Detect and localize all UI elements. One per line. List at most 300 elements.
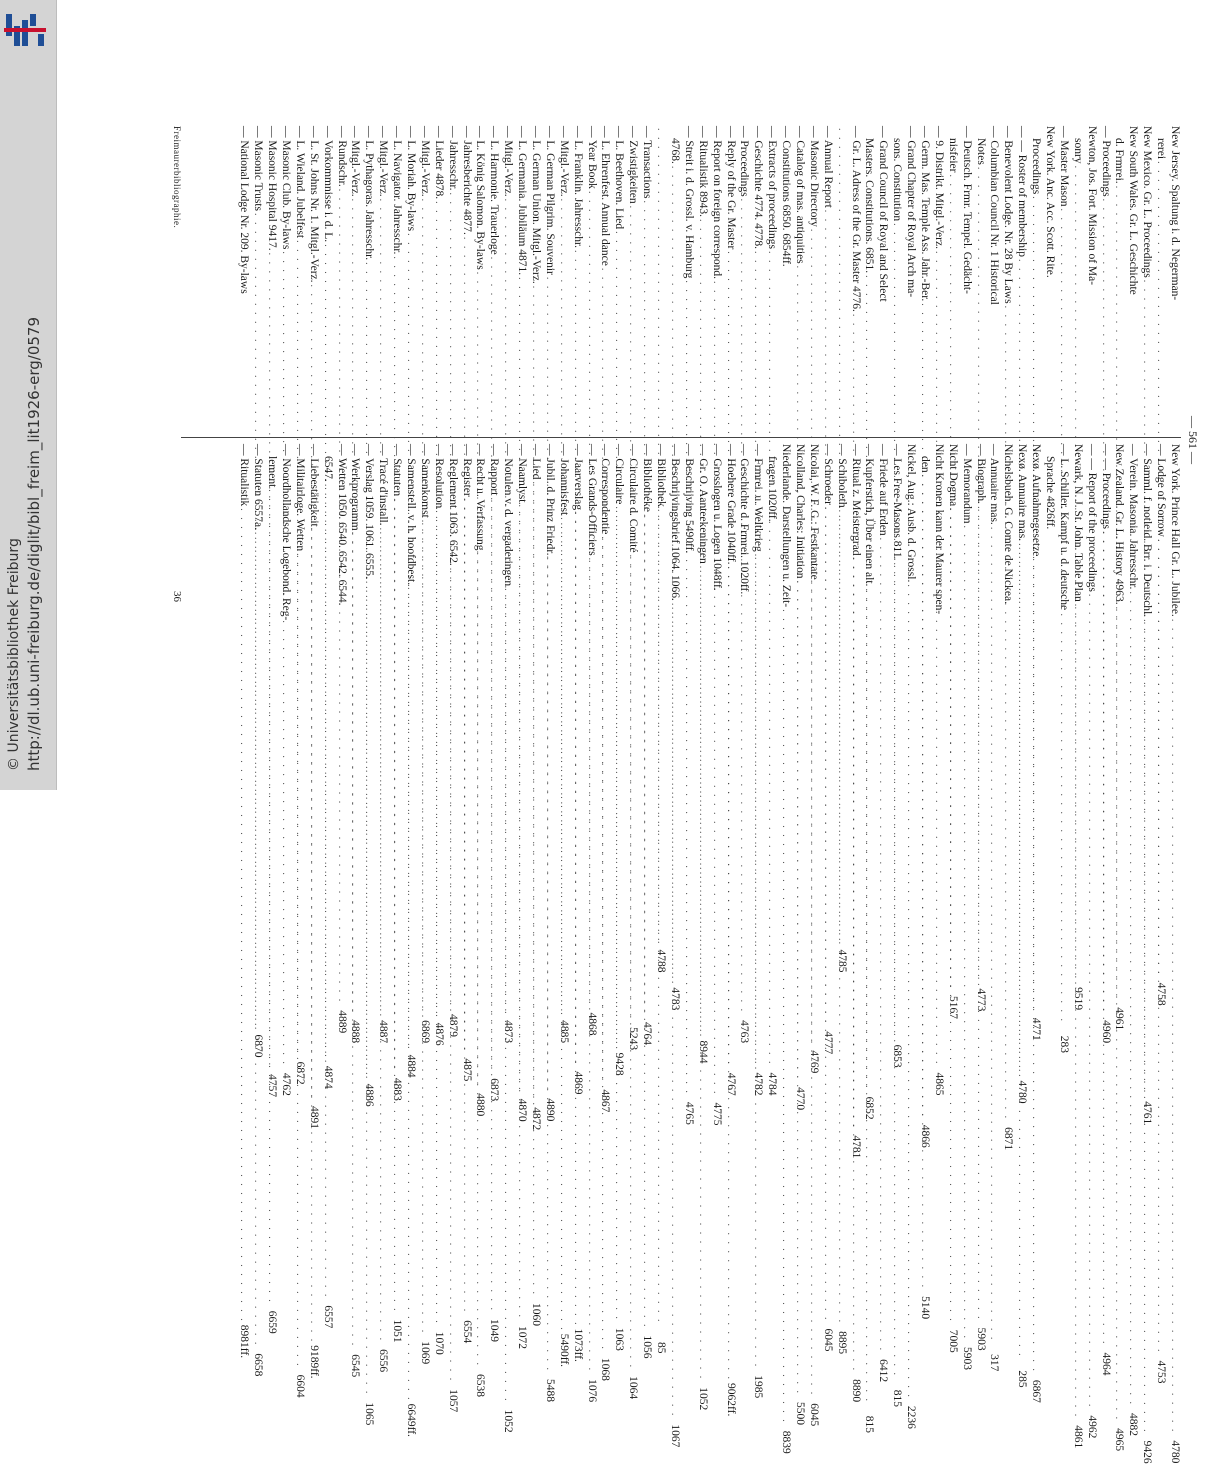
entry-title: — Bibliothek <box>655 444 668 507</box>
leader-dots <box>959 526 973 1341</box>
leader-dots <box>292 553 306 1368</box>
index-entry <box>1125 444 1140 1436</box>
leader-dots <box>889 562 903 1377</box>
entry-title: — Reglement 1063. 6542. <box>446 444 459 566</box>
entry-title: — Year Book <box>585 126 598 189</box>
entry-number: 1073ff. <box>571 1328 584 1362</box>
entry-number: 6045 <box>807 1403 820 1427</box>
leader-dots <box>917 475 931 1290</box>
leader-dots <box>973 506 987 1321</box>
entry-title: — Jaarverslag <box>571 444 584 511</box>
entry-title: Nicolland, Charles: Initiation <box>793 444 806 579</box>
index-entry <box>1000 444 1014 749</box>
entry-title: — Mitgl.-Verz. <box>502 126 515 197</box>
entry-title: den <box>918 456 931 473</box>
entry-number: 4867 <box>599 1089 612 1113</box>
entry-title: — L. German Pilgrim. Souvenir <box>543 126 556 275</box>
entry-title: — Memorandum <box>960 444 973 524</box>
entry-number: 4785 <box>835 949 848 973</box>
leader-dots <box>723 567 737 1382</box>
entry-number: 4763 <box>738 1020 751 1044</box>
entry-title: — Statuten <box>391 444 404 497</box>
entry-title: Nicolai, W. F. G.: Festkantate <box>807 444 820 580</box>
entry-title: — Lied <box>530 444 543 480</box>
entry-title: — Annual Report <box>821 126 834 208</box>
entry-number: 5140 <box>918 1296 931 1320</box>
entry-title: sonry <box>1071 138 1084 164</box>
entry-number: 4765 <box>682 1101 695 1125</box>
entry-number: 9189ff. <box>307 1345 320 1379</box>
entry-title: — Beschrijving 5490ff. <box>682 444 695 554</box>
entry-title: — Jubil. d. Prinz Friedr. <box>543 444 556 556</box>
entry-title: Masters. Constitutions. 6851. <box>863 138 876 274</box>
entry-title: — Grand Council of Royal and Select <box>877 126 890 302</box>
entry-number: 1069 <box>418 1341 431 1365</box>
entry-number: 4965 <box>1113 1428 1126 1452</box>
index-entry <box>1084 444 1098 1439</box>
entry-title: — Gr. O. Aanteekeningen <box>696 444 709 564</box>
entry-title: — Grosslogen u. Logen 1048ff. <box>710 444 723 591</box>
index-entry <box>778 126 792 431</box>
leader-dots <box>820 507 834 1322</box>
entry-number: 4890 <box>543 1098 556 1122</box>
entry-title: Nexø. Aufnahmegesetze <box>1030 444 1043 557</box>
leader-dots <box>750 554 764 1369</box>
entry-number: 4784 <box>766 1072 779 1096</box>
entry-title: lement <box>266 456 279 488</box>
entry-number: 6538 <box>474 1373 487 1397</box>
entry-title: — Tracé d'install. <box>377 444 390 526</box>
entry-number: 4873 <box>502 1020 515 1044</box>
entry-number: 5243 <box>627 1027 640 1051</box>
entry-number: 4773 <box>974 988 987 1012</box>
entry-title: — Mitgl.-Verz. <box>557 126 570 197</box>
entry-title: — — Roster of membership <box>1016 126 1029 257</box>
index-entry <box>903 126 917 431</box>
entry-number: 4875 <box>460 1058 473 1082</box>
index-entry <box>987 444 1001 1372</box>
entry-title: — Lieder 4878. <box>432 126 445 200</box>
entry-title: — Report on foreign correspond. <box>710 126 723 279</box>
entry-title: — Resolution <box>432 444 445 509</box>
index-entry <box>1167 126 1181 431</box>
leader-dots <box>903 584 917 1399</box>
entry-number: 4960 <box>1099 1020 1112 1044</box>
entry-title: — L. Harmonie. Trauerloge <box>488 126 501 255</box>
entry-title: — Frmrei. u. Weltkrieg <box>752 444 765 552</box>
index-entry <box>1167 444 1182 1464</box>
index-entry <box>931 444 945 749</box>
entry-title: New York. Anc. Acc. Scott. Rite. <box>1044 126 1056 278</box>
entry-number: 4866 <box>918 1124 931 1148</box>
leader-dots <box>806 582 820 1397</box>
entry-number: 1985 <box>752 1375 765 1399</box>
entry-title: — L. St. Johns Nr. 1. Mitgl.-Verz. <box>307 126 320 283</box>
scanned-page <box>145 126 1200 1464</box>
entry-number: 1051 <box>391 1319 404 1343</box>
entry-number: 1057 <box>446 1389 459 1413</box>
index-entry <box>1098 126 1112 1044</box>
entry-title: — Catalog of mas. antiquities <box>793 126 806 264</box>
entry-number: 9428 <box>613 1052 626 1076</box>
entry-number: 4783 <box>668 987 681 1011</box>
entry-title: — Extracts of proceedings <box>766 126 779 249</box>
entry-number: 6871 <box>1002 1127 1015 1151</box>
leader-dots <box>778 609 792 1424</box>
leader-dots <box>848 558 862 1373</box>
entry-number: 9426 <box>1141 1440 1154 1464</box>
entry-title: New South Wales. Gr. L. Geschichte <box>1127 126 1140 295</box>
entry-number: 4869 <box>571 1071 584 1095</box>
leader-dots <box>528 481 542 1296</box>
leader-dots <box>1098 531 1112 1346</box>
leader-dots <box>639 514 653 1329</box>
leader-dots <box>1167 619 1181 1434</box>
leader-dots <box>556 517 570 1332</box>
entry-title: — L. Navigator. Jahresschr. <box>391 126 404 255</box>
entry-title: — — Proceedings <box>1099 444 1112 529</box>
entry-title: — Proceedings <box>1099 126 1112 197</box>
entry-title: — Ritualistik <box>238 444 251 507</box>
leader-dots <box>834 510 848 1325</box>
leader-dots <box>486 497 500 1312</box>
entry-number: 6412 <box>877 1359 890 1383</box>
entry-number: 4888 <box>349 1020 362 1044</box>
leader-dots <box>667 603 681 1418</box>
entry-title: — Schroeder <box>821 444 834 505</box>
entry-title: — Notulen v. d. vergaderingen <box>502 444 515 587</box>
document-url[interactable]: http://dl.ub.uni-freiburg.de/diglit/bibl_freim_lit1926-erg/0579 <box>25 316 43 771</box>
entry-number: 4880 <box>474 1093 487 1117</box>
entry-title: Notes <box>974 138 987 165</box>
entry-title: — Gr. L. Adress of the Gr. Master 4776. <box>849 126 862 312</box>
entry-number: 6658 <box>252 1353 265 1377</box>
index-entry <box>903 444 918 1429</box>
page-number-header: — 561 — <box>1186 416 1200 464</box>
index-entry <box>236 444 251 1359</box>
entry-title: Newton, Jos. Fort. Mission of Ma- <box>1085 126 1098 286</box>
entry-title: — Bibliothéke <box>641 444 654 513</box>
entry-title: — L. Franklin. Jahresschr. <box>571 126 584 249</box>
running-footer: Freimaurerbibliographie. <box>172 126 182 229</box>
entry-title: d. Frmrei. <box>1113 138 1126 184</box>
library-logo-icon <box>4 10 48 50</box>
entry-title: — Germ. Mas. Temple Ass. Jahr.-Ber. <box>918 126 931 302</box>
leader-dots <box>1070 604 1084 1419</box>
entry-number: 4761 <box>1141 1101 1154 1125</box>
leader-dots <box>445 568 459 1383</box>
index-entry <box>737 444 751 749</box>
entry-number: 815 <box>891 1389 904 1407</box>
entry-number: 5167 <box>946 995 959 1019</box>
index-entry <box>778 444 793 1454</box>
entry-title: — National Lodge Nr. 209. By-laws <box>238 126 251 294</box>
index-entry <box>987 126 1001 431</box>
entry-number: 6045 <box>821 1328 834 1352</box>
index-entry <box>1042 126 1056 431</box>
leader-dots <box>1139 619 1153 1434</box>
entry-title: — Kupferstich, Über einen alt. <box>863 444 876 587</box>
entry-title: Nicht Kronen kann der Maurer spen- <box>932 444 945 615</box>
entry-number: 4874 <box>321 1065 334 1089</box>
entry-title: — Statuten 6557a. <box>252 444 265 530</box>
entry-title: — L. German Union. Mitgl.-Verz. <box>530 126 543 284</box>
entry-title: — L. Germania. Jubiläum 4871. <box>516 126 529 276</box>
entry-number: 4865 <box>932 1072 945 1096</box>
entry-title: — Constitutions 6850. 6854ff. <box>780 126 793 267</box>
entry-title: — Samml. f. notleid. Brr. i. Deutschl. <box>1141 444 1154 618</box>
entry-number: 4879 <box>446 1014 459 1038</box>
leader-dots <box>514 504 528 1319</box>
entry-number: 1065 <box>363 1402 376 1426</box>
entry-number: 4876 <box>432 1022 445 1046</box>
entry-title: — L. Pythagoras. Jahresschr. <box>363 126 376 261</box>
entry-number: 4782 <box>752 1072 765 1096</box>
entry-number: 4861 <box>1071 1425 1084 1449</box>
entry-title: — Mitgl.-Verz. <box>418 126 431 197</box>
entry-title: — Naamlyst <box>516 444 529 503</box>
leader-dots <box>945 508 959 1323</box>
entry-title: New Jersey. Spaltung i. d. Negerman- <box>1169 126 1182 301</box>
entry-number: 4769 <box>807 1050 820 1074</box>
entry-title: — L. Wieland. Jubelfest <box>293 126 306 239</box>
column-divider <box>181 437 1181 438</box>
entry-number: 1052 <box>502 1409 515 1433</box>
leader-dots <box>250 532 264 1347</box>
entry-number: 5488 <box>543 1379 556 1402</box>
entry-number: 7005 <box>946 1329 959 1353</box>
leader-dots <box>653 509 667 1324</box>
copyright-notice: © Universitätsbibliothek Freiburg <box>6 538 22 771</box>
index-entry <box>1056 444 1070 749</box>
viewer-sidebar <box>0 0 57 790</box>
index-entry <box>1042 444 1056 749</box>
entry-number: 4868 <box>585 1012 598 1036</box>
entry-number: 4870 <box>516 1098 529 1122</box>
entry-number: 1064 <box>627 1376 640 1400</box>
entry-number: 4883 <box>391 1077 404 1101</box>
entry-number: 1060 <box>530 1302 543 1326</box>
entry-number: 4771 <box>1030 1017 1043 1041</box>
entry-title: — Les Grands-Officiers <box>585 444 598 556</box>
entry-number: 5500 <box>793 1401 806 1425</box>
leader-dots <box>361 581 375 1396</box>
entry-title: Niederlande. Darstellungen u. Zeit- <box>780 444 793 608</box>
entry-title: — Masonic Hospital 9417. <box>266 126 279 251</box>
entry-number: 6556 <box>377 1349 390 1373</box>
leader-dots <box>1014 543 1028 1358</box>
entry-number: 4770 <box>793 1087 806 1111</box>
entry-title: — Friede auf Erden <box>877 444 890 536</box>
entry-title: — Columbian Council Nr. 1 Historical <box>988 126 1001 305</box>
leader-dots <box>459 499 473 1314</box>
entry-number: 6659 <box>266 1310 279 1334</box>
leader-dots <box>584 558 598 1373</box>
entry-title: fragen 1020ff. <box>766 456 779 522</box>
leader-dots <box>792 580 806 1395</box>
entry-title: — Transactions <box>641 126 654 199</box>
index-entry <box>959 126 973 431</box>
entry-number: 4891 <box>307 1106 320 1130</box>
entry-title: — Masonic Club. By-laws <box>280 126 293 250</box>
leader-dots <box>389 498 403 1313</box>
entry-number: 4788 <box>655 949 668 973</box>
entry-title: — Ritualistik 8943. <box>696 126 709 218</box>
entry-number: 4887 <box>377 1020 390 1044</box>
entry-number: 8839 <box>780 1430 793 1454</box>
entry-number: 6557 <box>321 1305 334 1329</box>
index-entry <box>278 444 292 749</box>
leader-dots <box>1028 558 1042 1373</box>
entry-number: 8895 <box>835 1331 848 1355</box>
entry-number: 4961 <box>1113 1007 1126 1031</box>
entry-title: — Verein. Masonia. Jahresschr. <box>1127 444 1140 590</box>
entry-number: 1068 <box>599 1357 612 1381</box>
entry-title: — Jahresschr. <box>446 126 459 191</box>
entry-title: — Les Free-Masons 811. <box>891 444 904 561</box>
index-entry <box>236 126 250 431</box>
entry-number: 6870 <box>252 1034 265 1058</box>
entry-number: 4884 <box>405 1054 418 1078</box>
entry-title: — Master Mason <box>1057 126 1070 207</box>
leader-dots <box>417 520 431 1335</box>
entry-number: 4764 <box>641 1022 654 1046</box>
entry-number: 9519 <box>1071 987 1084 1011</box>
index-entry <box>875 126 889 431</box>
entry-title: New York. Prince Hall Gr. L. Jubilee. <box>1169 444 1182 617</box>
entry-number: 4964 <box>1099 1352 1112 1376</box>
leader-dots <box>862 588 876 1403</box>
index-entry <box>764 444 778 749</box>
leader-dots <box>500 588 514 1403</box>
leader-dots <box>264 489 278 1304</box>
entry-title: — Wetten 1050. 6540. 6542. 6544. <box>335 444 348 606</box>
entry-number: 6872 <box>293 1061 306 1085</box>
entry-number: 1070 <box>432 1331 445 1355</box>
entry-title: Newark, N. J. St. John. Table Plan <box>1071 444 1084 602</box>
entry-title: Nicht Dogma <box>946 444 959 507</box>
entry-title: Sprache 4826ff. <box>1044 456 1056 530</box>
entry-number: 4757 <box>266 1074 279 1098</box>
entry-number: 1052 <box>696 1387 709 1411</box>
leader-dots <box>236 508 250 1323</box>
entry-title: — Mitgl.-Verz. <box>377 126 390 197</box>
leader-dots <box>598 536 612 1351</box>
entry-title: — Deutsch. Frmr. Tempel. Gedächt- <box>960 126 973 294</box>
entry-title: — 9. Distrikt. Mitgl.-Verz. <box>932 126 945 249</box>
entry-title: — Militairloge. Wetten <box>293 444 306 552</box>
entry-number: 815 <box>863 1415 876 1433</box>
entry-number: 1049 <box>488 1318 501 1342</box>
index-entry <box>681 444 695 749</box>
entry-title: — Verslag 1059. 1061. 6555. <box>363 444 376 579</box>
entry-title: — Samenstell. v. h. hoofdbest. <box>405 444 418 586</box>
entry-number: 6545 <box>349 1354 362 1378</box>
entry-title: — Reply of the Gr. Master <box>724 126 737 250</box>
entry-title: — L. Moriah. By-laws <box>405 126 418 232</box>
entry-title: — Circulaire <box>613 444 626 505</box>
entry-number: 5490ff. <box>557 1333 570 1368</box>
entry-title: — Ritual z. Meistergrad <box>849 444 862 556</box>
entry-number: 6873 <box>488 1078 501 1102</box>
entry-number: 4780 <box>1169 1440 1182 1464</box>
entry-number: 1072 <box>516 1325 529 1349</box>
entry-number: 4762 <box>280 1072 293 1096</box>
leader-dots <box>306 529 320 1344</box>
entry-title: New Zealand. Gr. L. History 4963. <box>1113 444 1126 605</box>
entry-title: Proceedings <box>1030 138 1043 195</box>
entry-title: — Schiboleth <box>835 444 848 508</box>
entry-title: — Masonic Trusts <box>252 126 265 211</box>
leader-dots <box>1153 539 1167 1354</box>
entry-number: 6852 <box>863 1096 876 1120</box>
entry-title: — Recht u. Verfassung <box>474 444 487 551</box>
entry-title: — Zwistigkeiten <box>627 126 640 204</box>
entry-number: 4775 <box>710 1102 723 1126</box>
entry-number: 4886 <box>363 1083 376 1107</box>
entry-number: 8981ff. <box>238 1324 251 1359</box>
leader-dots <box>695 566 709 1381</box>
entry-title: — Lodge of Sorrow <box>1155 444 1168 537</box>
entry-title: — Werkprogramm <box>349 444 362 531</box>
entry-title: — Noordhollandsche Logebond. Reg- <box>280 444 293 621</box>
entry-number: 6554 <box>460 1320 473 1344</box>
index-entry <box>1125 126 1139 431</box>
entry-title: — Proceedings <box>738 126 751 197</box>
entry-number: 5903 <box>960 1347 973 1371</box>
entry-number: 285 <box>1016 1370 1029 1388</box>
entry-number: 4872 <box>530 1107 543 1131</box>
entry-title: rerei <box>1155 138 1168 160</box>
entry-number: 8890 <box>849 1379 862 1403</box>
entry-number: 4889 <box>335 1010 348 1034</box>
entry-title: — Masonic Directory <box>807 126 820 227</box>
entry-title: — Rapport <box>488 444 501 496</box>
entry-title: — L. König Salomon. By-laws <box>474 126 487 270</box>
entry-title: — Biograph. <box>974 444 987 505</box>
entry-title: Nickel, Aug.: Ausb. d. Grossl. <box>905 444 918 583</box>
entry-number: 85 <box>655 1341 668 1354</box>
entry-number: 4781 <box>849 1135 862 1159</box>
entry-number: 4777 <box>821 1031 834 1055</box>
leader-dots <box>1084 594 1098 1409</box>
entry-title: — — Report of the proceedings <box>1085 444 1098 592</box>
entry-number: 1063 <box>613 1327 626 1351</box>
entry-title: — Geschichte d. Frmrei. 1020ff. <box>738 444 751 595</box>
leader-dots <box>875 538 889 1353</box>
index-entry <box>1084 126 1098 431</box>
entry-number: 1076 <box>585 1379 598 1403</box>
entry-title: — L. Beethoven. Lied <box>613 126 626 230</box>
entry-title: — Rundschr. <box>335 126 348 187</box>
entry-number: 4753 <box>1155 1360 1168 1384</box>
entry-number: 5903 <box>974 1327 987 1351</box>
entry-number: 6853 <box>891 1044 904 1068</box>
entry-title: nisfeier <box>946 138 959 173</box>
entry-title: — Correspondentie <box>599 444 612 535</box>
index-entry <box>959 444 973 1371</box>
leader-dots <box>987 527 1001 1342</box>
entry-title: 6547. <box>321 456 334 482</box>
entry-title: — Geschichte 4774. 4778. <box>752 126 765 249</box>
entry-title: — Beschrijvingsbrief 1064. 1066. <box>668 444 681 601</box>
leader-dots <box>473 552 487 1367</box>
entry-title: — Circulaire d. Comité <box>627 444 640 553</box>
leader-dots <box>348 533 362 1348</box>
entry-number: 9062ff. <box>724 1383 737 1417</box>
leader-dots <box>570 512 584 1327</box>
leader-dots <box>1125 591 1139 1406</box>
